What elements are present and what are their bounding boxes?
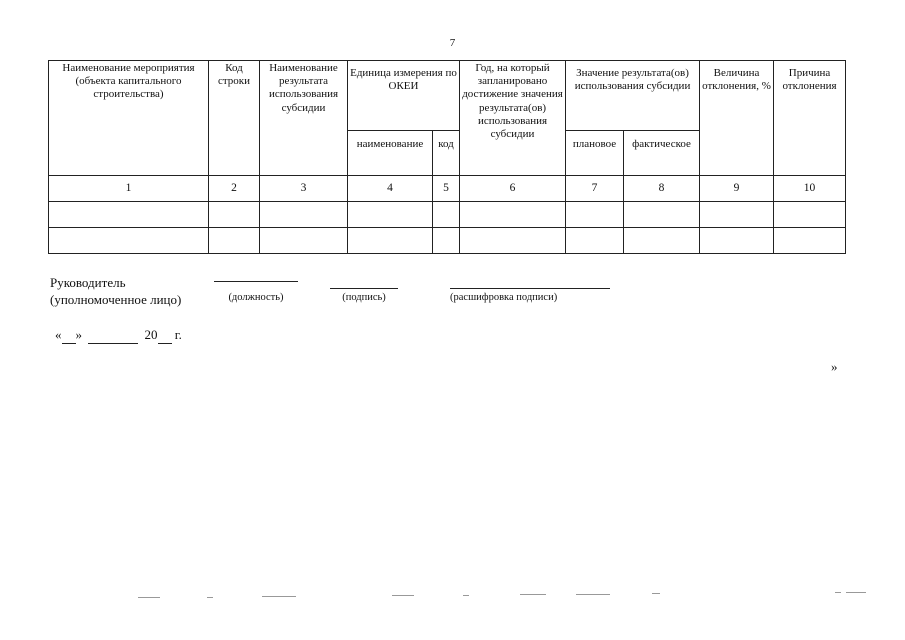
year-prefix: 20 (144, 327, 158, 342)
header-line-code: Код строки (209, 61, 260, 176)
page-number: 7 (449, 37, 456, 49)
table-cell[interactable] (700, 202, 774, 228)
table-cell[interactable] (624, 202, 700, 228)
table-cell[interactable] (433, 228, 460, 254)
table-cell[interactable] (700, 228, 774, 254)
year-blank[interactable] (158, 327, 172, 344)
header-unit-group: Единица измерения по ОКЕИ (348, 61, 460, 131)
header-value-plan: плановое (566, 131, 624, 176)
header-unit-code: код (433, 131, 460, 176)
scan-artifact (463, 595, 469, 596)
month-blank[interactable] (88, 327, 138, 344)
decoding-label: (расшифровка подписи) (450, 292, 558, 303)
column-number: 8 (624, 176, 700, 202)
table-cell[interactable] (49, 202, 209, 228)
position-line (214, 281, 298, 282)
header-activity-name: Наименование мероприятия (объекта капитального строительства) (49, 61, 209, 176)
decoding-field[interactable] (450, 288, 610, 303)
table-cell[interactable] (433, 202, 460, 228)
date-line (55, 327, 182, 344)
column-number: 7 (566, 176, 624, 202)
column-number: 4 (348, 176, 433, 202)
year-suffix: г. (174, 327, 182, 342)
table-row (49, 228, 846, 254)
column-number: 3 (260, 176, 348, 202)
scan-artifact (520, 594, 546, 595)
table-cell[interactable] (774, 202, 846, 228)
signature-line (330, 288, 398, 289)
table-cell[interactable] (260, 228, 348, 254)
day-blank[interactable] (62, 327, 76, 344)
header-result-name: Наименование результата использования субсидии (260, 61, 348, 176)
table-cell[interactable] (460, 202, 566, 228)
header-value-group: Значение результата(ов) использования субсидии (566, 61, 700, 131)
scan-artifact (392, 595, 414, 596)
closing-quote: » (831, 359, 838, 374)
header-deviation: Величина отклонения, % (700, 61, 774, 176)
table-cell[interactable] (209, 202, 260, 228)
scan-artifact (835, 592, 841, 593)
scan-artifact (138, 597, 160, 598)
scan-artifact (262, 596, 296, 597)
column-number: 9 (700, 176, 774, 202)
table-cell[interactable] (260, 202, 348, 228)
table-cell[interactable] (209, 228, 260, 254)
report-table (48, 60, 846, 254)
table-cell[interactable] (774, 228, 846, 254)
table-cell[interactable] (348, 202, 433, 228)
column-number: 5 (433, 176, 460, 202)
position-field[interactable] (214, 281, 298, 303)
table-cell[interactable] (624, 228, 700, 254)
scan-artifact (207, 597, 213, 598)
column-number: 2 (209, 176, 260, 202)
decoding-line (450, 288, 610, 289)
table-cell[interactable] (566, 202, 624, 228)
column-number-row (49, 176, 846, 202)
date-open-quote: « (55, 327, 62, 342)
signature-field[interactable] (330, 288, 398, 303)
table-cell[interactable] (348, 228, 433, 254)
header-target-year: Год, на который запланировано достижение значения результата(ов) использования субсидии (460, 61, 566, 176)
head-title: Руководитель (50, 275, 126, 290)
scan-artifact (652, 593, 660, 594)
header-unit-name: наименование (348, 131, 433, 176)
table-cell[interactable] (49, 228, 209, 254)
scan-artifact (576, 594, 610, 595)
table-cell[interactable] (566, 228, 624, 254)
column-number: 1 (49, 176, 209, 202)
column-number: 6 (460, 176, 566, 202)
position-label: (должность) (228, 292, 284, 303)
header-deviation-reason: Причина отклонения (774, 61, 846, 176)
date-close-quote: » (75, 327, 82, 342)
table-cell[interactable] (460, 228, 566, 254)
signature-label: (подпись) (342, 292, 386, 303)
table-row (49, 202, 846, 228)
head-subtitle: (уполномоченное лицо) (50, 292, 182, 307)
scan-artifact (846, 592, 866, 593)
header-value-actual: фактическое (624, 131, 700, 176)
column-number: 10 (774, 176, 846, 202)
